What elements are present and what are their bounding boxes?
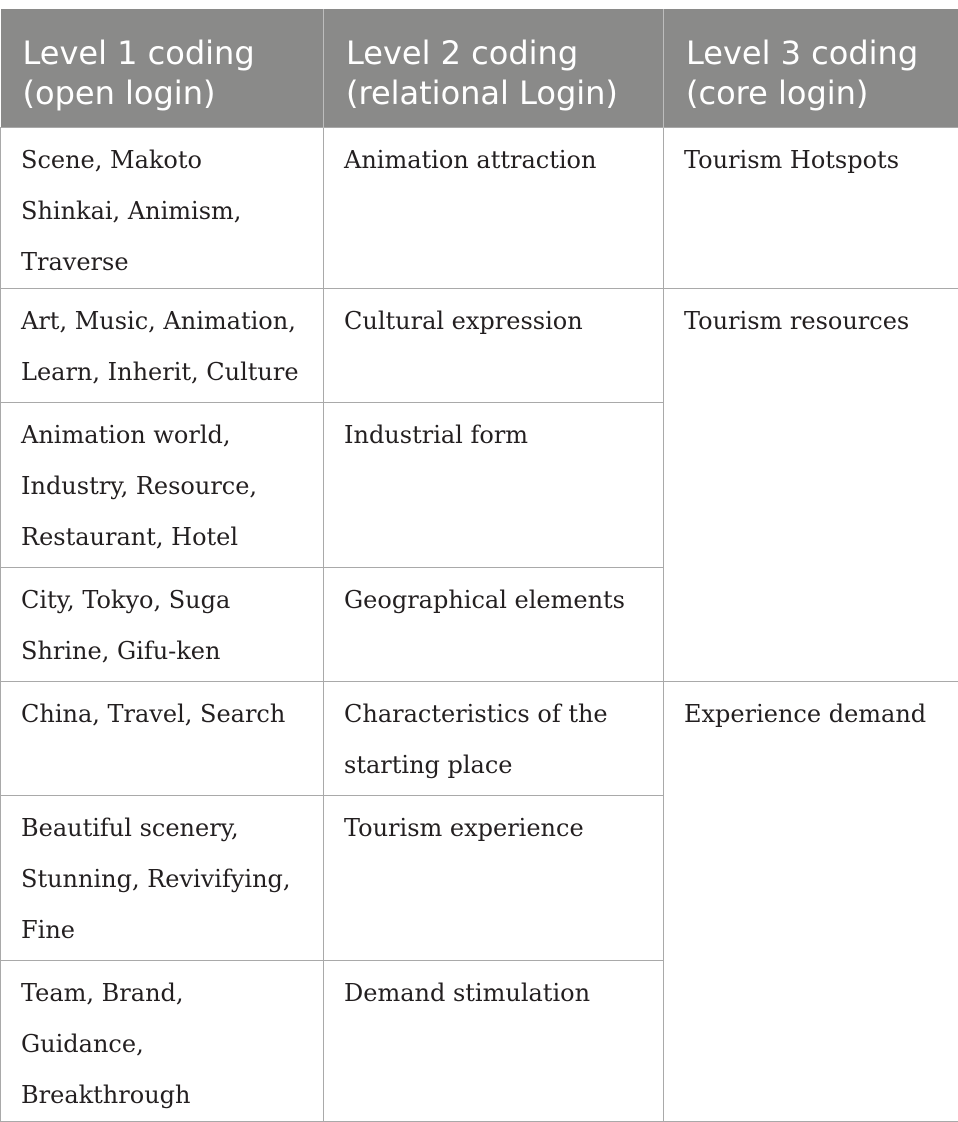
level3-cell: Tourism resources <box>664 289 958 682</box>
level3-cell: Experience demand <box>664 682 958 1122</box>
level2-cell: Characteristics of the starting place <box>324 682 664 796</box>
level1-cell: China, Travel, Search <box>1 682 324 796</box>
level2-cell: Geographical elements <box>324 568 664 682</box>
level2-cell: Demand stimulation <box>324 961 664 1122</box>
table-row <box>1 682 958 796</box>
level1-cell: City, Tokyo, Suga Shrine, Gifu-ken <box>1 568 324 682</box>
table-row <box>1 128 958 289</box>
level2-cell: Animation attraction <box>324 128 664 289</box>
coding-table <box>0 9 958 1122</box>
table-row <box>1 289 958 403</box>
level2-cell: Tourism experience <box>324 796 664 961</box>
level1-cell: Scene, Makoto Shinkai, Animism, Traverse <box>1 128 324 289</box>
header-level-2: Level 2 coding (relational Login) <box>324 9 664 128</box>
level3-cell: Tourism Hotspots <box>664 128 958 289</box>
level2-cell: Industrial form <box>324 403 664 568</box>
header-level-1: Level 1 coding (open login) <box>1 9 324 128</box>
level1-cell: Team, Brand, Guidance, Breakthrough <box>1 961 324 1122</box>
level1-cell: Art, Music, Animation, Learn, Inherit, Culture <box>1 289 324 403</box>
level1-cell: Beautiful scenery, Stunning, Revivifying, Fine <box>1 796 324 961</box>
header-row <box>1 9 958 128</box>
header-level-3: Level 3 coding (core login) <box>664 9 958 128</box>
level2-cell: Cultural expression <box>324 289 664 403</box>
level1-cell: Animation world, Industry, Resource, Restaurant, Hotel <box>1 403 324 568</box>
